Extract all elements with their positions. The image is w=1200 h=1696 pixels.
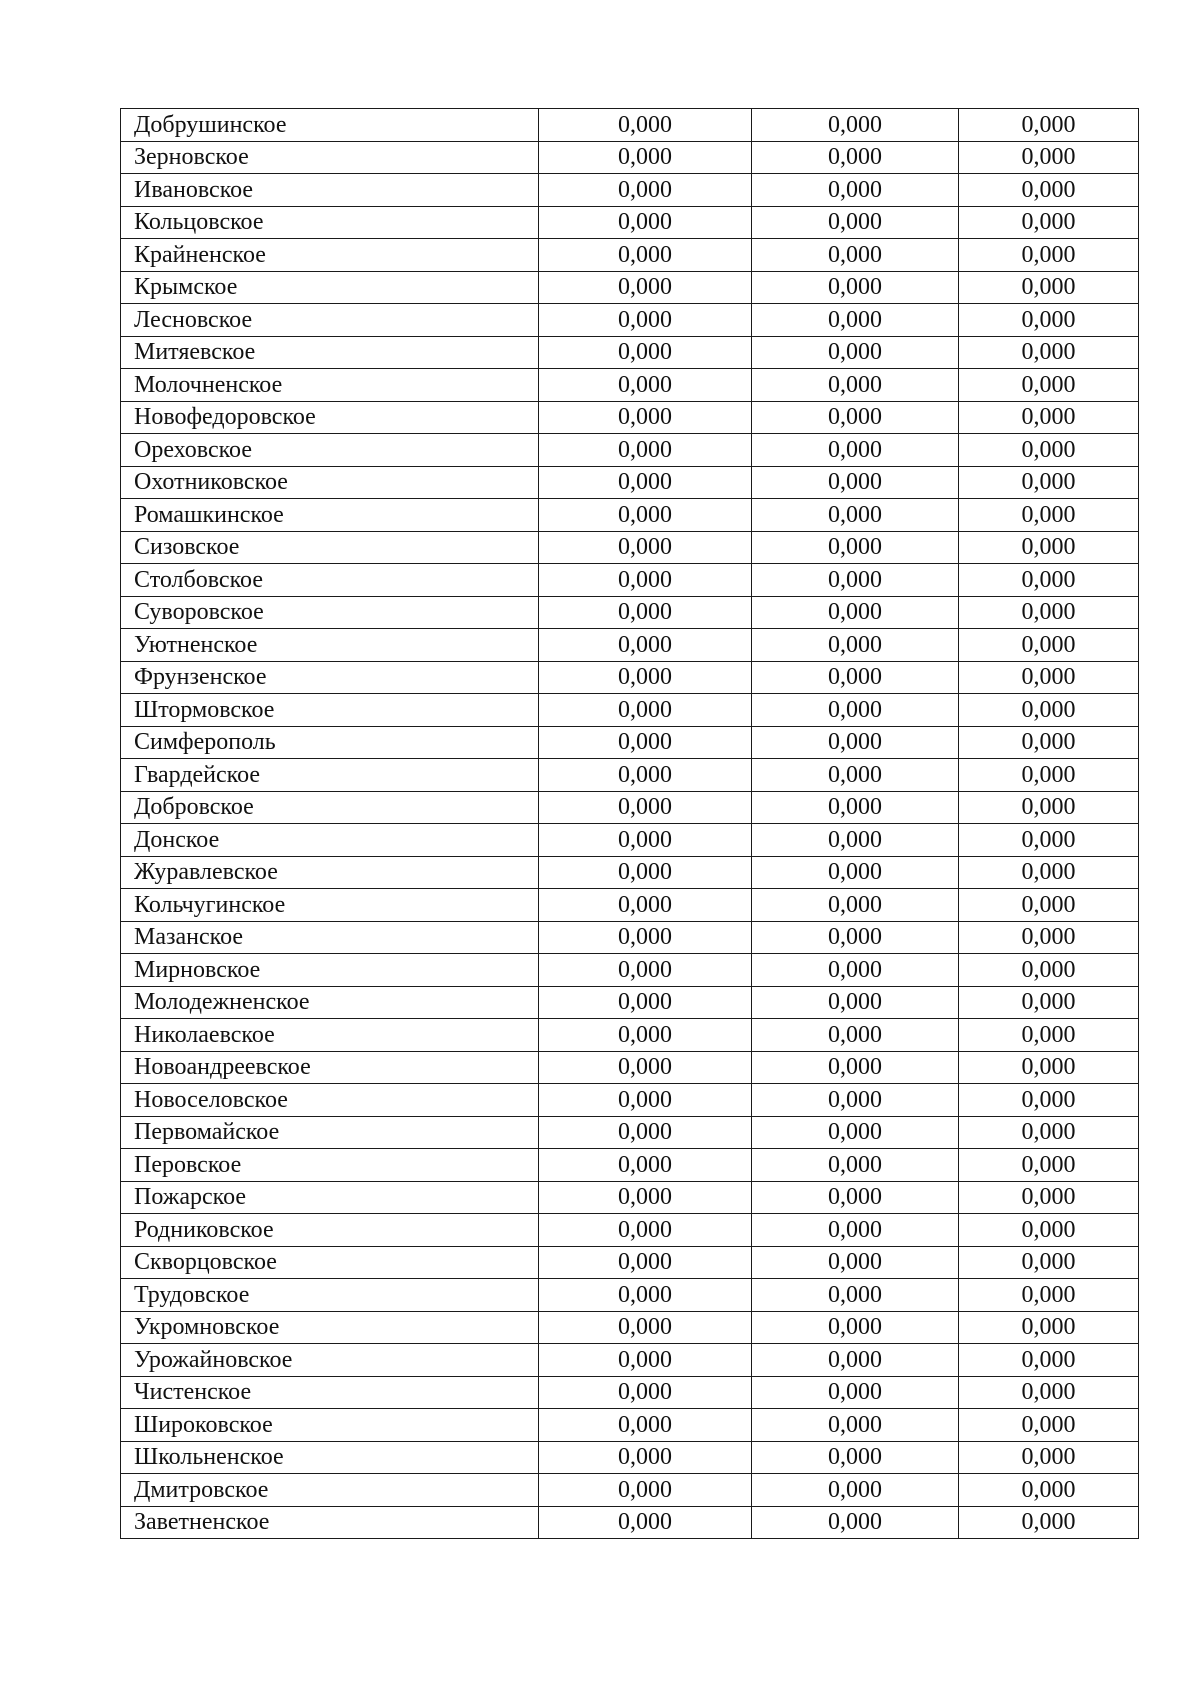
value-cell-1: 0,000 [539, 889, 752, 922]
table-row [121, 596, 1139, 629]
table-row [121, 499, 1139, 532]
value-cell-3: 0,000 [959, 369, 1139, 402]
value-cell-1: 0,000 [539, 1344, 752, 1377]
value-cell-2: 0,000 [752, 986, 959, 1019]
table-row [121, 271, 1139, 304]
value-cell-1: 0,000 [539, 141, 752, 174]
value-cell-3: 0,000 [959, 1116, 1139, 1149]
value-cell-2: 0,000 [752, 1051, 959, 1084]
value-cell-2: 0,000 [752, 1279, 959, 1312]
value-cell-3: 0,000 [959, 434, 1139, 467]
settlement-name-cell: Чистенское [121, 1376, 539, 1409]
table-row [121, 174, 1139, 207]
value-cell-3: 0,000 [959, 531, 1139, 564]
settlement-name-cell: Укромновское [121, 1311, 539, 1344]
settlement-name-cell: Добрушинское [121, 109, 539, 142]
value-cell-3: 0,000 [959, 1181, 1139, 1214]
table-row [121, 1279, 1139, 1312]
value-cell-1: 0,000 [539, 1116, 752, 1149]
value-cell-1: 0,000 [539, 1051, 752, 1084]
value-cell-2: 0,000 [752, 1181, 959, 1214]
value-cell-3: 0,000 [959, 1409, 1139, 1442]
value-cell-2: 0,000 [752, 759, 959, 792]
value-cell-3: 0,000 [959, 694, 1139, 727]
value-cell-3: 0,000 [959, 141, 1139, 174]
table-row [121, 564, 1139, 597]
value-cell-1: 0,000 [539, 564, 752, 597]
value-cell-1: 0,000 [539, 791, 752, 824]
settlement-name-cell: Крымское [121, 271, 539, 304]
value-cell-1: 0,000 [539, 856, 752, 889]
table-row [121, 824, 1139, 857]
value-cell-3: 0,000 [959, 759, 1139, 792]
value-cell-3: 0,000 [959, 1344, 1139, 1377]
value-cell-3: 0,000 [959, 304, 1139, 337]
value-cell-1: 0,000 [539, 499, 752, 532]
settlement-name-cell: Мирновское [121, 954, 539, 987]
settlement-name-cell: Новоселовское [121, 1084, 539, 1117]
value-cell-1: 0,000 [539, 466, 752, 499]
table-row [121, 856, 1139, 889]
settlement-name-cell: Добровское [121, 791, 539, 824]
value-cell-3: 0,000 [959, 986, 1139, 1019]
settlement-name-cell: Уютненское [121, 629, 539, 662]
value-cell-2: 0,000 [752, 1474, 959, 1507]
value-cell-3: 0,000 [959, 1214, 1139, 1247]
value-cell-2: 0,000 [752, 564, 959, 597]
value-cell-2: 0,000 [752, 336, 959, 369]
value-cell-1: 0,000 [539, 824, 752, 857]
settlement-name-cell: Новоандреевское [121, 1051, 539, 1084]
value-cell-3: 0,000 [959, 336, 1139, 369]
value-cell-2: 0,000 [752, 954, 959, 987]
value-cell-3: 0,000 [959, 1311, 1139, 1344]
settlement-name-cell: Трудовское [121, 1279, 539, 1312]
value-cell-2: 0,000 [752, 726, 959, 759]
table-row [121, 239, 1139, 272]
settlement-name-cell: Гвардейское [121, 759, 539, 792]
table-row [121, 986, 1139, 1019]
value-cell-2: 0,000 [752, 1506, 959, 1539]
value-cell-3: 0,000 [959, 1279, 1139, 1312]
value-cell-1: 0,000 [539, 174, 752, 207]
value-cell-2: 0,000 [752, 1149, 959, 1182]
value-cell-3: 0,000 [959, 856, 1139, 889]
table-row [121, 109, 1139, 142]
table-row [121, 1441, 1139, 1474]
table-row [121, 889, 1139, 922]
value-cell-1: 0,000 [539, 206, 752, 239]
value-cell-2: 0,000 [752, 271, 959, 304]
value-cell-1: 0,000 [539, 1311, 752, 1344]
value-cell-1: 0,000 [539, 661, 752, 694]
value-cell-1: 0,000 [539, 1149, 752, 1182]
value-cell-3: 0,000 [959, 954, 1139, 987]
table-row [121, 434, 1139, 467]
data-table [120, 108, 1139, 1539]
settlement-name-cell: Молочненское [121, 369, 539, 402]
value-cell-1: 0,000 [539, 921, 752, 954]
value-cell-3: 0,000 [959, 726, 1139, 759]
value-cell-3: 0,000 [959, 1246, 1139, 1279]
table-row [121, 1019, 1139, 1052]
value-cell-2: 0,000 [752, 1376, 959, 1409]
settlement-name-cell: Охотниковское [121, 466, 539, 499]
value-cell-2: 0,000 [752, 856, 959, 889]
value-cell-1: 0,000 [539, 401, 752, 434]
settlement-name-cell: Скворцовское [121, 1246, 539, 1279]
value-cell-3: 0,000 [959, 499, 1139, 532]
value-cell-3: 0,000 [959, 1506, 1139, 1539]
table-row [121, 1149, 1139, 1182]
value-cell-2: 0,000 [752, 239, 959, 272]
value-cell-3: 0,000 [959, 239, 1139, 272]
value-cell-3: 0,000 [959, 466, 1139, 499]
value-cell-2: 0,000 [752, 629, 959, 662]
value-cell-2: 0,000 [752, 206, 959, 239]
value-cell-2: 0,000 [752, 1116, 959, 1149]
value-cell-2: 0,000 [752, 369, 959, 402]
table-row [121, 726, 1139, 759]
table-row [121, 921, 1139, 954]
table-body [121, 109, 1139, 1539]
table-row [121, 1344, 1139, 1377]
settlement-name-cell: Родниковское [121, 1214, 539, 1247]
settlement-name-cell: Митяевское [121, 336, 539, 369]
settlement-name-cell: Новофедоровское [121, 401, 539, 434]
value-cell-2: 0,000 [752, 304, 959, 337]
value-cell-1: 0,000 [539, 1506, 752, 1539]
settlement-name-cell: Кольцовское [121, 206, 539, 239]
value-cell-1: 0,000 [539, 369, 752, 402]
value-cell-2: 0,000 [752, 694, 959, 727]
settlement-name-cell: Николаевское [121, 1019, 539, 1052]
settlement-name-cell: Симферополь [121, 726, 539, 759]
table-row [121, 1506, 1139, 1539]
value-cell-1: 0,000 [539, 1441, 752, 1474]
value-cell-2: 0,000 [752, 1214, 959, 1247]
value-cell-1: 0,000 [539, 109, 752, 142]
value-cell-3: 0,000 [959, 921, 1139, 954]
value-cell-2: 0,000 [752, 1019, 959, 1052]
value-cell-1: 0,000 [539, 1181, 752, 1214]
settlement-name-cell: Широковское [121, 1409, 539, 1442]
settlement-name-cell: Молодежненское [121, 986, 539, 1019]
value-cell-1: 0,000 [539, 1214, 752, 1247]
settlement-name-cell: Заветненское [121, 1506, 539, 1539]
settlement-name-cell: Крайненское [121, 239, 539, 272]
value-cell-1: 0,000 [539, 1279, 752, 1312]
table-row [121, 1116, 1139, 1149]
value-cell-3: 0,000 [959, 629, 1139, 662]
table-row [121, 759, 1139, 792]
value-cell-2: 0,000 [752, 889, 959, 922]
settlement-name-cell: Ромашкинское [121, 499, 539, 532]
settlement-name-cell: Урожайновское [121, 1344, 539, 1377]
settlement-name-cell: Зерновское [121, 141, 539, 174]
value-cell-3: 0,000 [959, 824, 1139, 857]
table-row [121, 369, 1139, 402]
value-cell-1: 0,000 [539, 759, 752, 792]
table-row [121, 401, 1139, 434]
value-cell-3: 0,000 [959, 1149, 1139, 1182]
value-cell-2: 0,000 [752, 791, 959, 824]
value-cell-1: 0,000 [539, 336, 752, 369]
value-cell-2: 0,000 [752, 596, 959, 629]
settlement-name-cell: Журавлевское [121, 856, 539, 889]
value-cell-1: 0,000 [539, 1409, 752, 1442]
table-row [121, 1474, 1139, 1507]
value-cell-2: 0,000 [752, 661, 959, 694]
value-cell-2: 0,000 [752, 174, 959, 207]
settlement-name-cell: Ивановское [121, 174, 539, 207]
table-row [121, 954, 1139, 987]
table-row [121, 1214, 1139, 1247]
value-cell-1: 0,000 [539, 434, 752, 467]
table-row [121, 629, 1139, 662]
value-cell-2: 0,000 [752, 401, 959, 434]
settlement-name-cell: Сизовское [121, 531, 539, 564]
table-row [121, 791, 1139, 824]
value-cell-3: 0,000 [959, 271, 1139, 304]
value-cell-1: 0,000 [539, 304, 752, 337]
table-row [121, 466, 1139, 499]
value-cell-1: 0,000 [539, 694, 752, 727]
table-row [121, 1246, 1139, 1279]
table-row [121, 141, 1139, 174]
settlement-name-cell: Суворовское [121, 596, 539, 629]
value-cell-3: 0,000 [959, 174, 1139, 207]
settlement-name-cell: Мазанское [121, 921, 539, 954]
settlement-name-cell: Пожарское [121, 1181, 539, 1214]
value-cell-2: 0,000 [752, 434, 959, 467]
value-cell-3: 0,000 [959, 1019, 1139, 1052]
value-cell-3: 0,000 [959, 889, 1139, 922]
settlement-name-cell: Дмитровское [121, 1474, 539, 1507]
value-cell-1: 0,000 [539, 1474, 752, 1507]
settlement-name-cell: Школьненское [121, 1441, 539, 1474]
value-cell-2: 0,000 [752, 466, 959, 499]
value-cell-1: 0,000 [539, 1019, 752, 1052]
value-cell-3: 0,000 [959, 1084, 1139, 1117]
settlement-name-cell: Донское [121, 824, 539, 857]
value-cell-1: 0,000 [539, 954, 752, 987]
value-cell-2: 0,000 [752, 921, 959, 954]
value-cell-2: 0,000 [752, 1441, 959, 1474]
table-row [121, 1181, 1139, 1214]
value-cell-3: 0,000 [959, 1051, 1139, 1084]
table-row [121, 1051, 1139, 1084]
settlement-name-cell: Первомайское [121, 1116, 539, 1149]
settlement-name-cell: Столбовское [121, 564, 539, 597]
value-cell-1: 0,000 [539, 531, 752, 564]
table-row [121, 531, 1139, 564]
value-cell-2: 0,000 [752, 499, 959, 532]
value-cell-2: 0,000 [752, 109, 959, 142]
settlement-name-cell: Лесновское [121, 304, 539, 337]
value-cell-1: 0,000 [539, 629, 752, 662]
table-row [121, 1409, 1139, 1442]
value-cell-2: 0,000 [752, 141, 959, 174]
value-cell-3: 0,000 [959, 206, 1139, 239]
value-cell-3: 0,000 [959, 564, 1139, 597]
settlement-name-cell: Перовское [121, 1149, 539, 1182]
table-row [121, 1084, 1139, 1117]
value-cell-2: 0,000 [752, 1311, 959, 1344]
settlement-name-cell: Ореховское [121, 434, 539, 467]
value-cell-1: 0,000 [539, 271, 752, 304]
value-cell-3: 0,000 [959, 791, 1139, 824]
settlement-name-cell: Фрунзенское [121, 661, 539, 694]
value-cell-3: 0,000 [959, 401, 1139, 434]
table-row [121, 661, 1139, 694]
value-cell-2: 0,000 [752, 1084, 959, 1117]
value-cell-3: 0,000 [959, 109, 1139, 142]
value-cell-3: 0,000 [959, 596, 1139, 629]
settlement-name-cell: Штормовское [121, 694, 539, 727]
table-row [121, 694, 1139, 727]
value-cell-2: 0,000 [752, 1344, 959, 1377]
table-row [121, 336, 1139, 369]
value-cell-1: 0,000 [539, 239, 752, 272]
value-cell-2: 0,000 [752, 1246, 959, 1279]
value-cell-2: 0,000 [752, 824, 959, 857]
value-cell-1: 0,000 [539, 726, 752, 759]
value-cell-3: 0,000 [959, 1376, 1139, 1409]
value-cell-3: 0,000 [959, 1441, 1139, 1474]
value-cell-1: 0,000 [539, 986, 752, 1019]
value-cell-1: 0,000 [539, 1376, 752, 1409]
table-row [121, 1311, 1139, 1344]
table-row [121, 304, 1139, 337]
table-row [121, 1376, 1139, 1409]
settlement-name-cell: Кольчугинское [121, 889, 539, 922]
value-cell-1: 0,000 [539, 1246, 752, 1279]
value-cell-2: 0,000 [752, 1409, 959, 1442]
value-cell-3: 0,000 [959, 661, 1139, 694]
value-cell-2: 0,000 [752, 531, 959, 564]
table-row [121, 206, 1139, 239]
value-cell-3: 0,000 [959, 1474, 1139, 1507]
value-cell-1: 0,000 [539, 596, 752, 629]
value-cell-1: 0,000 [539, 1084, 752, 1117]
